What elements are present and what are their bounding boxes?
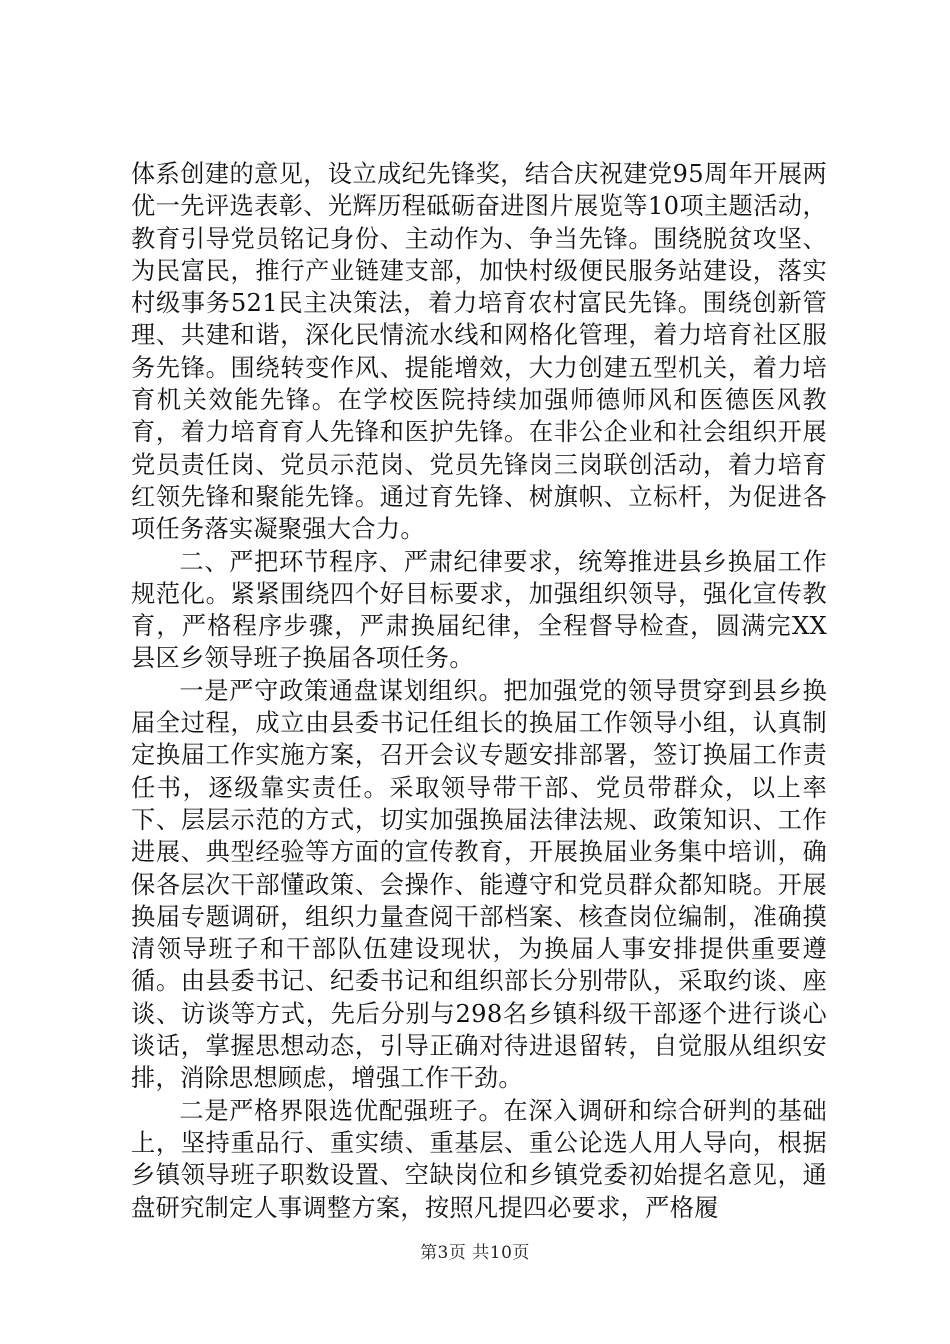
paragraph-section-two-heading: 二、严把环节程序、严肃纪律要求，统筹推进县乡换届工作规范化。紧紧围绕四个好目标要求，加强组织领导，强化宣传教育，严格程序步骤，严肃换届纪律，全程督导检查，圆满完XX县区乡领导班子换届各项任务。 bbox=[131, 547, 827, 673]
paragraph-team-selection: 二是严格界限选优配强班子。在深入调研和综合研判的基础上，坚持重品行、重实绩、重基层、重公论选人用人导向，根据乡镇领导班子职数设置、空缺岗位和乡镇党委初始提名意见，通盘研究制定人事调整方案，按照凡提四必要求，严格履 bbox=[131, 1096, 827, 1222]
paragraph-continuation: 体系创建的意见，设立成纪先锋奖，结合庆祝建党95周年开展两优一先评选表彰、光辉历程砥砺奋进图片展览等10项主题活动，教育引导党员铭记身份、主动作为、争当先锋。围绕脱贫攻坚、为民富民，推行产业链建支部，加快村级便民服务站建设，落实村级事务521民主决策法，着力培育农村富民先锋。围绕创新管理、共建和谐，深化民情流水线和网格化管理，着力培育社区服务先锋。围绕转变作风、提能增效，大力创建五型机关，着力培育机关效能先锋。在学校医院持续加强师德师风和医德医风教育，着力培育育人先锋和医护先锋。在非公企业和社会组织开展党员责任岗、党员示范岗、党员先锋岗三岗联创活动，着力培育红领先锋和聚能先锋。通过育先锋、树旗帜、立标杆，为促进各项任务落实凝聚强大合力。 bbox=[131, 160, 827, 544]
document-body bbox=[131, 158, 827, 1224]
paragraph-policy-planning: 一是严守政策通盘谋划组织。把加强党的领导贯穿到县乡换届全过程，成立由县委书记任组长的换届工作领导小组，认真制定换届工作实施方案，召开会议专题安排部署，签订换届工作责任书，逐级靠实责任。采取领导带干部、党员带群众，以上率下、层层示范的方式，切实加强换届法律法规、政策知识、工作进展、典型经验等方面的宣传教育，开展换届业务集中培训，确保各层次干部懂政策、会操作、能遵守和党员群众都知晓。开展换届专题调研，组织力量查阅干部档案、核查岗位编制，准确摸清领导班子和干部队伍建设现状，为换届人事安排提供重要遵循。由县委书记、纪委书记和组织部长分别带队，采取约谈、座谈、访谈等方式，先后分别与298名乡镇科级干部逐个进行谈心谈话，掌握思想动态，引导正确对待进退留转，自觉服从组织安排，消除思想顾虑，增强工作干劲。 bbox=[131, 676, 827, 1093]
page-number-footer: 第3页 共10页 bbox=[420, 1243, 530, 1263]
